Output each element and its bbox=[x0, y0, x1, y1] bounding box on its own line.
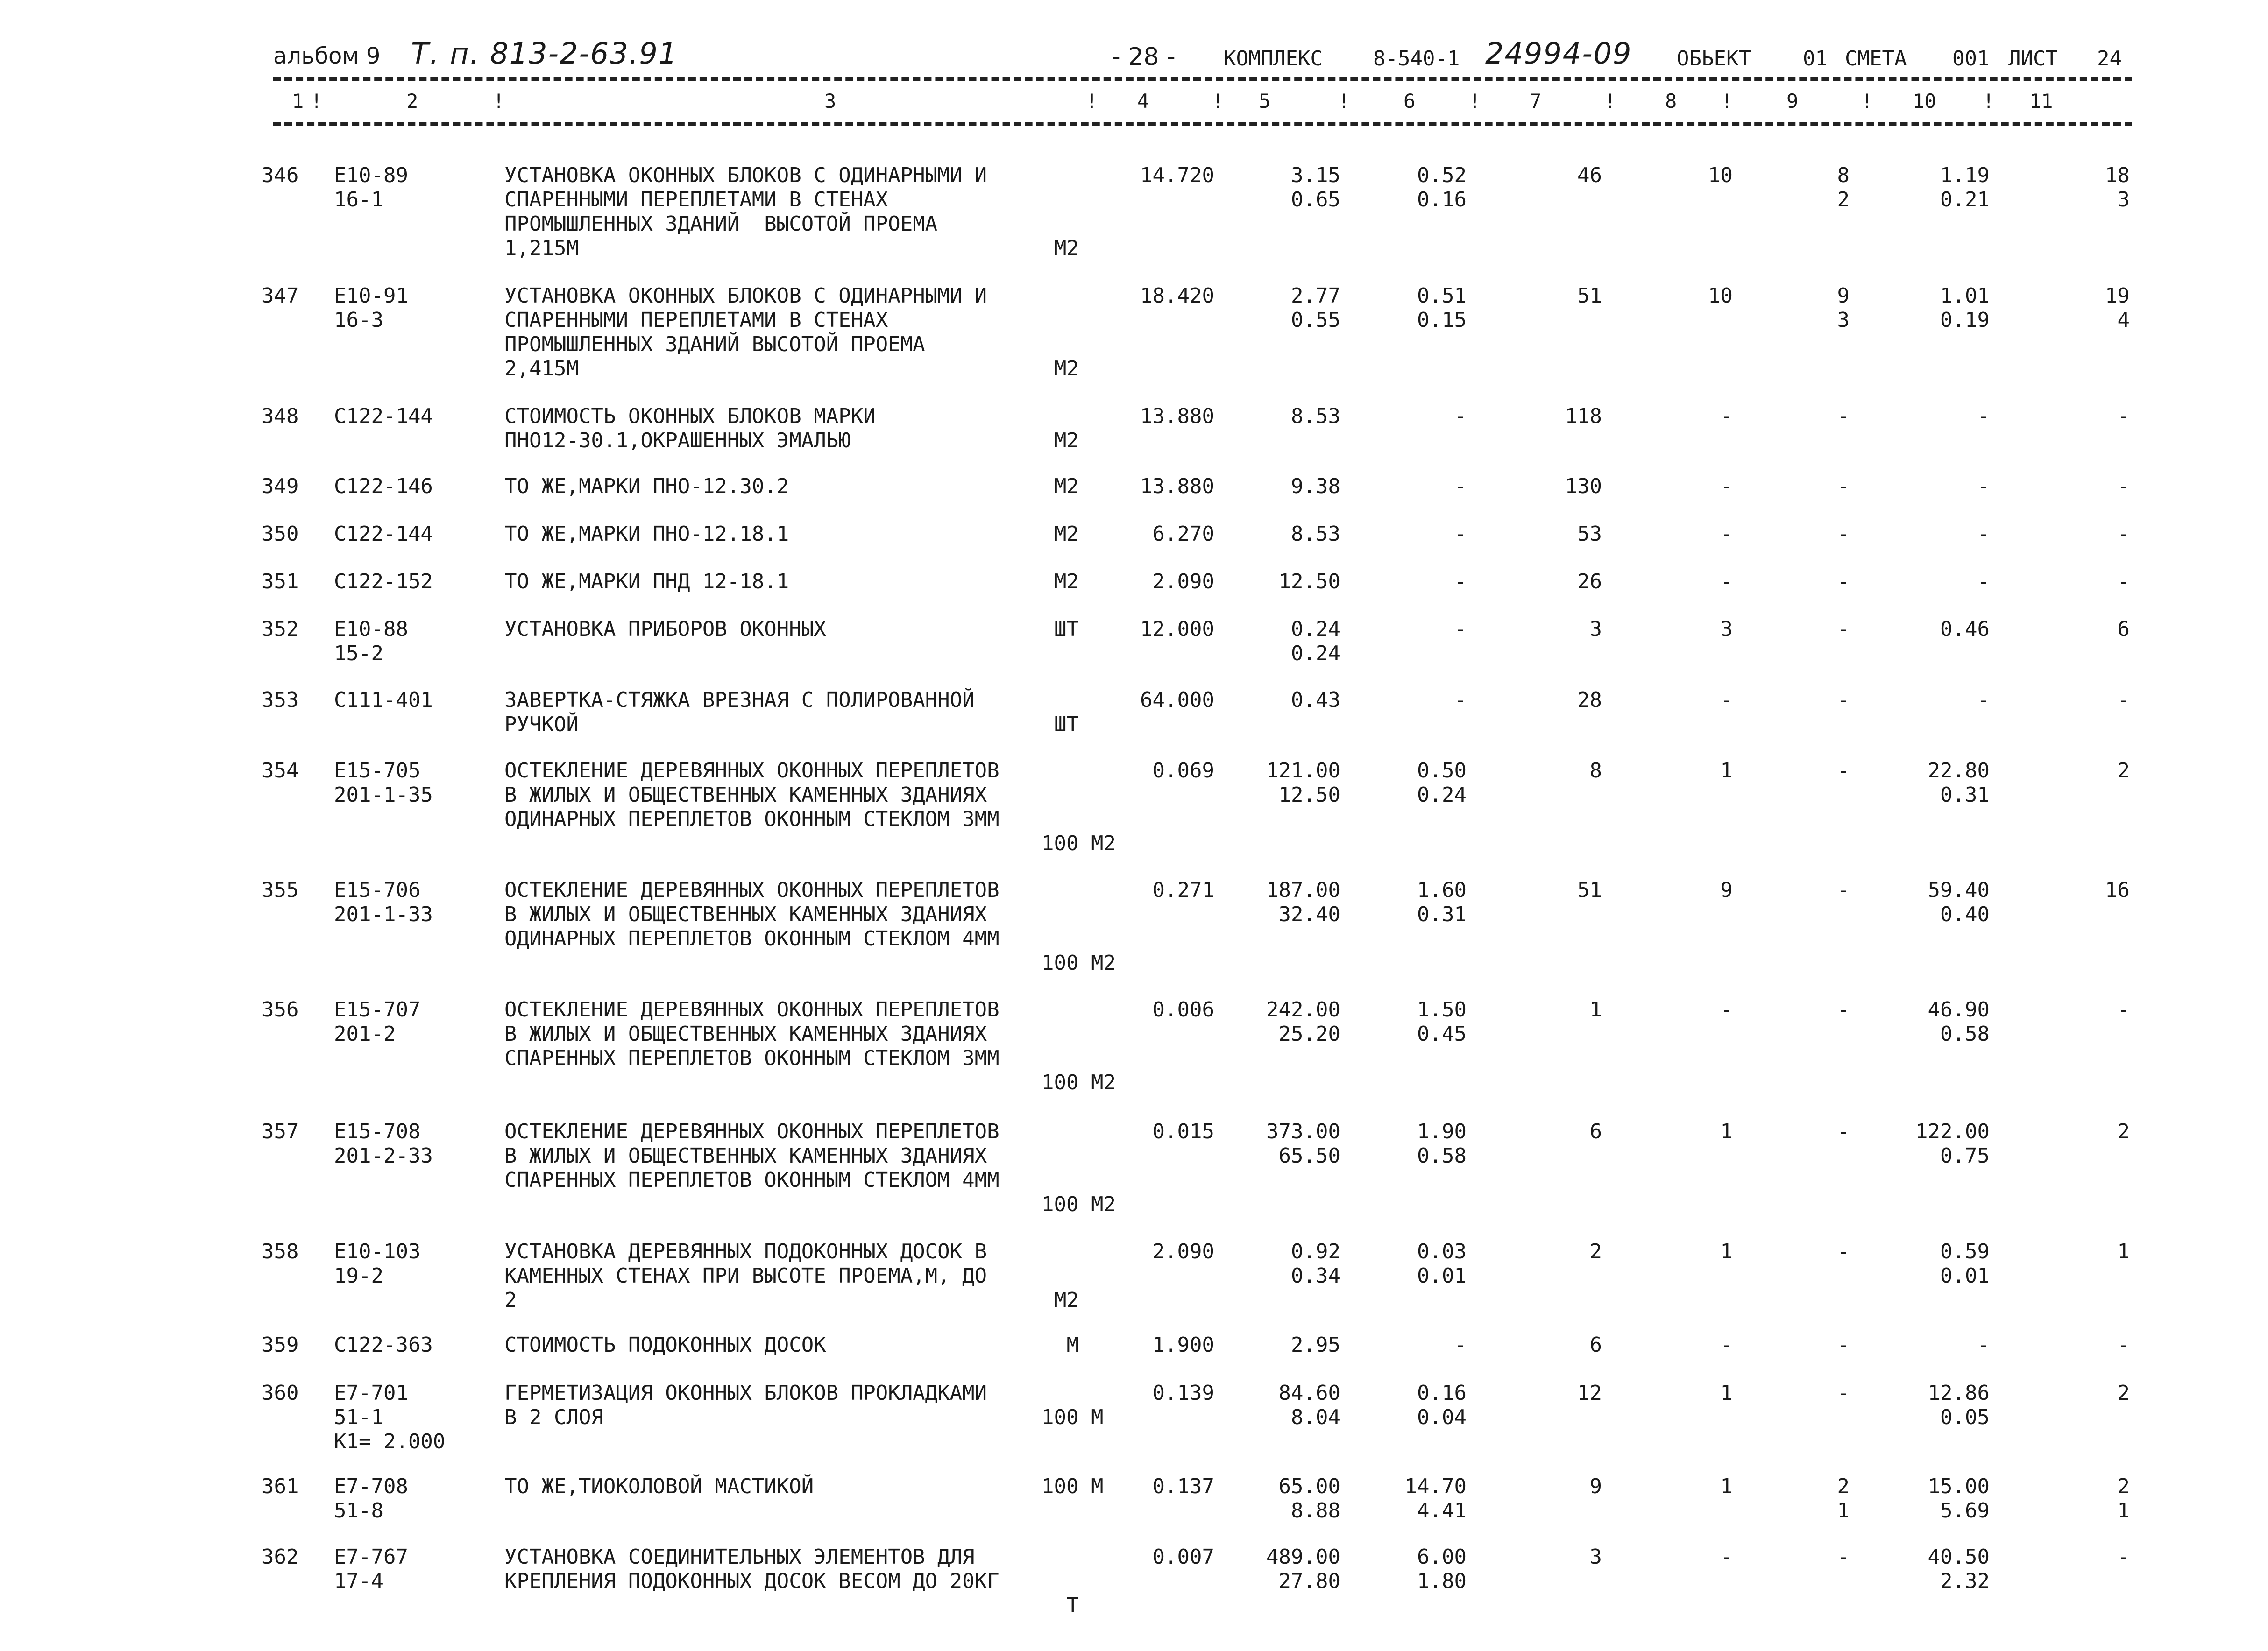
row-number: 348 bbox=[262, 404, 299, 428]
value-col-8: - bbox=[1720, 688, 1733, 712]
value-col-6: 0.50 bbox=[1417, 759, 1467, 783]
value-col-10: 22.80 bbox=[1928, 759, 1990, 783]
value-col-9: - bbox=[1837, 1545, 1850, 1569]
unit-of-measure: М2 bbox=[1054, 236, 1079, 260]
value-col-7: 12 bbox=[1577, 1381, 1602, 1405]
value-col-9: - bbox=[1837, 1381, 1850, 1405]
value-col-5: 242.00 bbox=[1266, 998, 1340, 1022]
work-description: В ЖИЛЫХ И ОБЩЕСТВЕННЫХ КАМЕННЫХ ЗДАНИЯХ bbox=[504, 783, 987, 807]
value-col-11: 3 bbox=[2117, 188, 2130, 212]
work-description: КАМЕННЫХ СТЕНАХ ПРИ ВЫСОТЕ ПРОЕМА,М, ДО bbox=[504, 1264, 987, 1288]
value-col-10: 15.00 bbox=[1928, 1475, 1990, 1498]
quantity: 6.270 bbox=[1152, 522, 1214, 546]
smeta-number: 001 bbox=[1952, 47, 1990, 71]
work-description: ТО ЖЕ,МАРКИ ПНО-12.30.2 bbox=[504, 474, 789, 498]
rate-code: 17-4 bbox=[334, 1569, 383, 1593]
value-col-10: 40.50 bbox=[1928, 1545, 1990, 1569]
value-col-11: - bbox=[2117, 688, 2130, 712]
unit-of-measure: М bbox=[1066, 1333, 1079, 1357]
rate-code: Е10-89 bbox=[334, 163, 408, 187]
value-col-5: 121.00 bbox=[1266, 759, 1340, 783]
row-number: 346 bbox=[262, 163, 299, 187]
rate-code: 201-1-35 bbox=[334, 783, 433, 807]
value-col-10: - bbox=[1977, 570, 1990, 593]
work-description: ОСТЕКЛЕНИЕ ДЕРЕВЯННЫХ ОКОННЫХ ПЕРЕПЛЕТОВ bbox=[504, 759, 999, 783]
work-description: ЗАВЕРТКА-СТЯЖКА ВРЕЗНАЯ С ПОЛИРОВАННОЙ bbox=[504, 688, 975, 712]
work-description: ТО ЖЕ,МАРКИ ПНО-12.18.1 bbox=[504, 522, 789, 546]
work-description: ОСТЕКЛЕНИЕ ДЕРЕВЯННЫХ ОКОННЫХ ПЕРЕПЛЕТОВ bbox=[504, 878, 999, 902]
value-col-8: - bbox=[1720, 474, 1733, 498]
value-col-5: 8.88 bbox=[1291, 1499, 1340, 1523]
rate-code: С122-363 bbox=[334, 1333, 433, 1357]
value-col-5: 187.00 bbox=[1266, 878, 1340, 902]
col-4: 4 bbox=[1137, 90, 1149, 113]
unit-of-measure: М2 bbox=[1054, 474, 1079, 498]
rate-code: Е7-767 bbox=[334, 1545, 408, 1569]
value-col-11: - bbox=[2117, 1333, 2130, 1357]
row-number: 359 bbox=[262, 1333, 299, 1357]
rate-code: 16-1 bbox=[334, 188, 383, 212]
value-col-9: - bbox=[1837, 688, 1850, 712]
value-col-11: 16 bbox=[2105, 878, 2130, 902]
value-col-10: 0.19 bbox=[1940, 308, 1990, 332]
value-col-5: 12.50 bbox=[1278, 783, 1340, 807]
quantity: 2.090 bbox=[1152, 1240, 1214, 1263]
rate-code: Е10-91 bbox=[334, 284, 408, 308]
complex-code: 8-540-1 bbox=[1373, 47, 1460, 71]
album-handwritten: Т. п. 813-2-63.91 bbox=[411, 36, 678, 71]
object-label: ОБЬЕКТ bbox=[1677, 47, 1751, 71]
value-col-6: - bbox=[1454, 570, 1467, 593]
value-col-5: 9.38 bbox=[1291, 474, 1340, 498]
value-col-9: - bbox=[1837, 570, 1850, 593]
value-col-11: - bbox=[2117, 998, 2130, 1022]
rate-code: Е10-88 bbox=[334, 617, 408, 641]
unit-of-measure: Т bbox=[1066, 1594, 1079, 1617]
value-col-11: 18 bbox=[2105, 163, 2130, 187]
rate-code: 201-2 bbox=[334, 1022, 396, 1046]
rate-code: Е7-708 bbox=[334, 1475, 408, 1498]
value-col-10: 1.01 bbox=[1940, 284, 1990, 308]
value-col-6: 0.45 bbox=[1417, 1022, 1467, 1046]
quantity: 13.880 bbox=[1140, 474, 1214, 498]
work-description: ОСТЕКЛЕНИЕ ДЕРЕВЯННЫХ ОКОННЫХ ПЕРЕПЛЕТОВ bbox=[504, 1120, 999, 1143]
value-col-9: - bbox=[1837, 617, 1850, 641]
rate-code: 201-1-33 bbox=[334, 903, 433, 926]
rate-code: С122-144 bbox=[334, 404, 433, 428]
quantity: 0.139 bbox=[1152, 1381, 1214, 1405]
value-col-10: 0.46 bbox=[1940, 617, 1990, 641]
col-7: 7 bbox=[1530, 90, 1542, 113]
row-number: 356 bbox=[262, 998, 299, 1022]
value-col-5: 65.50 bbox=[1278, 1144, 1340, 1168]
quantity: 14.720 bbox=[1140, 163, 1214, 187]
value-col-9: 3 bbox=[1837, 308, 1850, 332]
value-col-5: 25.20 bbox=[1278, 1022, 1340, 1046]
rate-code: К1= 2.000 bbox=[334, 1430, 446, 1453]
value-col-7: 2 bbox=[1589, 1240, 1602, 1263]
value-col-11: - bbox=[2117, 474, 2130, 498]
quantity: 13.880 bbox=[1140, 404, 1214, 428]
work-description: В ЖИЛЫХ И ОБЩЕСТВЕННЫХ КАМЕННЫХ ЗДАНИЯХ bbox=[504, 1022, 987, 1046]
row-number: 355 bbox=[262, 878, 299, 902]
work-description: ТО ЖЕ,МАРКИ ПНД 12-18.1 bbox=[504, 570, 789, 593]
value-col-6: - bbox=[1454, 688, 1467, 712]
quantity: 0.015 bbox=[1152, 1120, 1214, 1143]
value-col-7: 130 bbox=[1565, 474, 1602, 498]
work-description: ПНО12-30.1,ОКРАШЕННЫХ ЭМАЛЬЮ bbox=[504, 429, 851, 452]
value-col-8: - bbox=[1720, 1545, 1733, 1569]
value-col-10: 0.01 bbox=[1940, 1264, 1990, 1288]
col-2: 2 bbox=[406, 90, 418, 113]
value-col-7: 51 bbox=[1577, 878, 1602, 902]
work-description: СПАРЕННЫМИ ПЕРЕПЛЕТАМИ В СТЕНАХ bbox=[504, 188, 888, 212]
value-col-5: 489.00 bbox=[1266, 1545, 1340, 1569]
value-col-7: 118 bbox=[1565, 404, 1602, 428]
row-number: 357 bbox=[262, 1120, 299, 1143]
album-label: альбом 9 bbox=[273, 43, 381, 69]
row-number: 358 bbox=[262, 1240, 299, 1263]
rate-code: С111-401 bbox=[334, 688, 433, 712]
value-col-11: - bbox=[2117, 1545, 2130, 1569]
quantity: 12.000 bbox=[1140, 617, 1214, 641]
unit-of-measure: ШТ bbox=[1054, 617, 1079, 641]
value-col-6: 0.03 bbox=[1417, 1240, 1467, 1263]
unit-of-measure: ШТ bbox=[1054, 713, 1079, 736]
value-col-8: - bbox=[1720, 1333, 1733, 1357]
quantity: 64.000 bbox=[1140, 688, 1214, 712]
value-col-6: - bbox=[1454, 474, 1467, 498]
value-col-8: - bbox=[1720, 522, 1733, 546]
row-number: 351 bbox=[262, 570, 299, 593]
value-col-6: 4.41 bbox=[1417, 1499, 1467, 1523]
value-col-9: - bbox=[1837, 759, 1850, 783]
value-col-5: 8.53 bbox=[1291, 522, 1340, 546]
value-col-5: 8.04 bbox=[1291, 1405, 1340, 1429]
work-description: СТОИМОСТЬ ПОДОКОННЫХ ДОСОК bbox=[504, 1333, 826, 1357]
col-11: 11 bbox=[2029, 90, 2053, 113]
value-col-7: 8 bbox=[1589, 759, 1602, 783]
value-col-10: 0.58 bbox=[1940, 1022, 1990, 1046]
rate-code: С122-146 bbox=[334, 474, 433, 498]
value-col-10: 1.19 bbox=[1940, 163, 1990, 187]
value-col-6: 0.15 bbox=[1417, 308, 1467, 332]
value-col-11: 19 bbox=[2105, 284, 2130, 308]
value-col-8: 10 bbox=[1708, 163, 1733, 187]
value-col-7: 9 bbox=[1589, 1475, 1602, 1498]
value-col-6: 0.16 bbox=[1417, 1381, 1467, 1405]
value-col-6: 1.80 bbox=[1417, 1569, 1467, 1593]
value-col-7: 28 bbox=[1577, 688, 1602, 712]
value-col-11: - bbox=[2117, 404, 2130, 428]
col-3: 3 bbox=[824, 90, 836, 113]
value-col-6: 1.90 bbox=[1417, 1120, 1467, 1143]
value-col-5: 3.15 bbox=[1291, 163, 1340, 187]
complex-handwritten: 24994-09 bbox=[1485, 36, 1632, 71]
quantity: 0.069 bbox=[1152, 759, 1214, 783]
value-col-6: 0.04 bbox=[1417, 1405, 1467, 1429]
rate-code: Е15-706 bbox=[334, 878, 421, 902]
value-col-10: 0.31 bbox=[1940, 783, 1990, 807]
value-col-5: 12.50 bbox=[1278, 570, 1340, 593]
row-number: 361 bbox=[262, 1475, 299, 1498]
value-col-5: 373.00 bbox=[1266, 1120, 1340, 1143]
value-col-10: 0.59 bbox=[1940, 1240, 1990, 1263]
value-col-10: - bbox=[1977, 474, 1990, 498]
value-col-10: 59.40 bbox=[1928, 878, 1990, 902]
quantity: 1.900 bbox=[1152, 1333, 1214, 1357]
value-col-11: 2 bbox=[2117, 1475, 2130, 1498]
work-description: 1,215М bbox=[504, 236, 579, 260]
unit-of-measure: М2 bbox=[1054, 1288, 1079, 1312]
work-description: СТОИМОСТЬ ОКОННЫХ БЛОКОВ МАРКИ bbox=[504, 404, 876, 428]
row-number: 352 bbox=[262, 617, 299, 641]
value-col-6: 0.01 bbox=[1417, 1264, 1467, 1288]
value-col-8: - bbox=[1720, 998, 1733, 1022]
value-col-11: - bbox=[2117, 570, 2130, 593]
smeta-label: СМЕТА bbox=[1845, 47, 1907, 71]
rate-code: С122-152 bbox=[334, 570, 433, 593]
sheet-number: 24 bbox=[2097, 47, 2122, 71]
work-description: КРЕПЛЕНИЯ ПОДОКОННЫХ ДОСОК ВЕСОМ ДО 20КГ bbox=[504, 1569, 999, 1593]
value-col-6: 0.58 bbox=[1417, 1144, 1467, 1168]
value-col-5: 0.92 bbox=[1291, 1240, 1340, 1263]
value-col-5: 84.60 bbox=[1278, 1381, 1340, 1405]
value-col-6: 0.52 bbox=[1417, 163, 1467, 187]
unit-of-measure: М2 bbox=[1054, 357, 1079, 381]
value-col-11: 2 bbox=[2117, 1120, 2130, 1143]
value-col-11: 1 bbox=[2117, 1240, 2130, 1263]
work-description: ПРОМЫШЛЕННЫХ ЗДАНИЙ ВЫСОТОЙ ПРОЕМА bbox=[504, 212, 938, 236]
value-col-5: 32.40 bbox=[1278, 903, 1340, 926]
value-col-6: - bbox=[1454, 522, 1467, 546]
work-description: УСТАНОВКА ДЕРЕВЯННЫХ ПОДОКОННЫХ ДОСОК В bbox=[504, 1240, 987, 1263]
quantity: 0.007 bbox=[1152, 1545, 1214, 1569]
value-col-5: 27.80 bbox=[1278, 1569, 1340, 1593]
work-description: УСТАНОВКА ОКОННЫХ БЛОКОВ С ОДИНАРНЫМИ И bbox=[504, 284, 987, 308]
col-5: 5 bbox=[1259, 90, 1271, 113]
unit-of-measure: 100 М bbox=[1042, 1475, 1104, 1498]
object-number: 01 bbox=[1803, 47, 1828, 71]
value-col-9: 9 bbox=[1837, 284, 1850, 308]
work-description: В 2 СЛОЯ bbox=[504, 1405, 603, 1429]
value-col-10: 46.90 bbox=[1928, 998, 1990, 1022]
value-col-8: 1 bbox=[1720, 1240, 1733, 1263]
value-col-10: - bbox=[1977, 1333, 1990, 1357]
work-description: РУЧКОЙ bbox=[504, 713, 579, 736]
value-col-5: 0.24 bbox=[1291, 642, 1340, 665]
unit-of-measure: М2 bbox=[1054, 522, 1079, 546]
rate-code: Е10-103 bbox=[334, 1240, 421, 1263]
work-description: ТО ЖЕ,ТИОКОЛОВОЙ МАСТИКОЙ bbox=[504, 1475, 814, 1498]
value-col-8: 1 bbox=[1720, 1120, 1733, 1143]
value-col-7: 51 bbox=[1577, 284, 1602, 308]
value-col-9: 8 bbox=[1837, 163, 1850, 187]
value-col-10: 12.86 bbox=[1928, 1381, 1990, 1405]
complex-label: КОМПЛЕКС bbox=[1224, 47, 1323, 71]
value-col-10: 5.69 bbox=[1940, 1499, 1990, 1523]
rate-code: 51-1 bbox=[334, 1405, 383, 1429]
rate-code: 201-2-33 bbox=[334, 1144, 433, 1168]
value-col-5: 0.65 bbox=[1291, 188, 1340, 212]
unit-of-measure: 100 М2 bbox=[1042, 1192, 1116, 1216]
value-col-10: 2.32 bbox=[1940, 1569, 1990, 1593]
unit-of-measure: М2 bbox=[1054, 429, 1079, 452]
value-col-6: 14.70 bbox=[1404, 1475, 1467, 1498]
row-number: 360 bbox=[262, 1381, 299, 1405]
rate-code: 51-8 bbox=[334, 1499, 383, 1523]
rate-code: Е15-705 bbox=[334, 759, 421, 783]
value-col-11: 2 bbox=[2117, 759, 2130, 783]
work-description: СПАРЕННЫХ ПЕРЕПЛЕТОВ ОКОННЫМ СТЕКЛОМ 3ММ bbox=[504, 1046, 999, 1070]
value-col-8: 1 bbox=[1720, 759, 1733, 783]
value-col-6: 1.50 bbox=[1417, 998, 1467, 1022]
value-col-9: - bbox=[1837, 474, 1850, 498]
value-col-8: 1 bbox=[1720, 1475, 1733, 1498]
row-number: 362 bbox=[262, 1545, 299, 1569]
value-col-7: 3 bbox=[1589, 617, 1602, 641]
unit-of-measure: 100 М2 bbox=[1042, 1071, 1116, 1094]
value-col-5: 0.24 bbox=[1291, 617, 1340, 641]
quantity: 2.090 bbox=[1152, 570, 1214, 593]
row-number: 347 bbox=[262, 284, 299, 308]
rate-code: 15-2 bbox=[334, 642, 383, 665]
row-number: 353 bbox=[262, 688, 299, 712]
value-col-9: - bbox=[1837, 878, 1850, 902]
value-col-9: - bbox=[1837, 1120, 1850, 1143]
row-number: 354 bbox=[262, 759, 299, 783]
value-col-11: 2 bbox=[2117, 1381, 2130, 1405]
value-col-6: - bbox=[1454, 617, 1467, 641]
value-col-10: - bbox=[1977, 688, 1990, 712]
rate-code: Е15-707 bbox=[334, 998, 421, 1022]
col-9: 9 bbox=[1786, 90, 1799, 113]
quantity: 0.271 bbox=[1152, 878, 1214, 902]
value-col-9: - bbox=[1837, 522, 1850, 546]
value-col-9: 2 bbox=[1837, 1475, 1850, 1498]
value-col-9: - bbox=[1837, 1333, 1850, 1357]
rate-code: Е7-701 bbox=[334, 1381, 408, 1405]
value-col-6: 0.24 bbox=[1417, 783, 1467, 807]
quantity: 0.137 bbox=[1152, 1475, 1214, 1498]
value-col-8: 3 bbox=[1720, 617, 1733, 641]
value-col-7: 6 bbox=[1589, 1120, 1602, 1143]
value-col-7: 1 bbox=[1589, 998, 1602, 1022]
sheet-label: ЛИСТ bbox=[2008, 47, 2058, 71]
value-col-8: 10 bbox=[1708, 284, 1733, 308]
value-col-6: 0.31 bbox=[1417, 903, 1467, 926]
value-col-5: 0.34 bbox=[1291, 1264, 1340, 1288]
work-description: ПРОМЫШЛЕННЫХ ЗДАНИЙ ВЫСОТОЙ ПРОЕМА bbox=[504, 332, 925, 356]
page-number: - 28 - bbox=[1112, 43, 1176, 71]
value-col-6: 0.16 bbox=[1417, 188, 1467, 212]
rate-code: 16-3 bbox=[334, 308, 383, 332]
value-col-5: 8.53 bbox=[1291, 404, 1340, 428]
unit-of-measure: М2 bbox=[1054, 570, 1079, 593]
value-col-9: - bbox=[1837, 998, 1850, 1022]
value-col-6: 1.60 bbox=[1417, 878, 1467, 902]
value-col-10: 122.00 bbox=[1915, 1120, 1990, 1143]
work-description: 2 bbox=[504, 1288, 517, 1312]
row-number: 349 bbox=[262, 474, 299, 498]
rate-code: С122-144 bbox=[334, 522, 433, 546]
unit-of-measure: 100 М bbox=[1042, 1405, 1104, 1429]
value-col-9: - bbox=[1837, 1240, 1850, 1263]
col-1: 1 bbox=[292, 90, 304, 113]
work-description: УСТАНОВКА ОКОННЫХ БЛОКОВ С ОДИНАРНЫМИ И bbox=[504, 163, 987, 187]
work-description: ОДИНАРНЫХ ПЕРЕПЛЕТОВ ОКОННЫМ СТЕКЛОМ 4ММ bbox=[504, 927, 999, 951]
value-col-7: 6 bbox=[1589, 1333, 1602, 1357]
value-col-10: 0.75 bbox=[1940, 1144, 1990, 1168]
quantity: 0.006 bbox=[1152, 998, 1214, 1022]
value-col-9: - bbox=[1837, 404, 1850, 428]
work-description: В ЖИЛЫХ И ОБЩЕСТВЕННЫХ КАМЕННЫХ ЗДАНИЯХ bbox=[504, 903, 987, 926]
work-description: ОСТЕКЛЕНИЕ ДЕРЕВЯННЫХ ОКОННЫХ ПЕРЕПЛЕТОВ bbox=[504, 998, 999, 1022]
value-col-7: 26 bbox=[1577, 570, 1602, 593]
col-8: 8 bbox=[1665, 90, 1677, 113]
value-col-8: 9 bbox=[1720, 878, 1733, 902]
value-col-5: 0.43 bbox=[1291, 688, 1340, 712]
value-col-11: 1 bbox=[2117, 1499, 2130, 1523]
value-col-5: 2.95 bbox=[1291, 1333, 1340, 1357]
value-col-8: 1 bbox=[1720, 1381, 1733, 1405]
value-col-9: 2 bbox=[1837, 188, 1850, 212]
value-col-7: 53 bbox=[1577, 522, 1602, 546]
work-description: ГЕРМЕТИЗАЦИЯ ОКОННЫХ БЛОКОВ ПРОКЛАДКАМИ bbox=[504, 1381, 987, 1405]
work-description: ОДИНАРНЫХ ПЕРЕПЛЕТОВ ОКОННЫМ СТЕКЛОМ 3ММ bbox=[504, 807, 999, 831]
value-col-9: 1 bbox=[1837, 1499, 1850, 1523]
value-col-10: 0.40 bbox=[1940, 903, 1990, 926]
value-col-6: 0.51 bbox=[1417, 284, 1467, 308]
value-col-10: - bbox=[1977, 522, 1990, 546]
rate-code: Е15-708 bbox=[334, 1120, 421, 1143]
col-10: 10 bbox=[1913, 90, 1936, 113]
value-col-7: 46 bbox=[1577, 163, 1602, 187]
value-col-7: 3 bbox=[1589, 1545, 1602, 1569]
unit-of-measure: 100 М2 bbox=[1042, 951, 1116, 975]
work-description: 2,415М bbox=[504, 357, 579, 381]
value-col-10: 0.05 bbox=[1940, 1405, 1990, 1429]
work-description: УСТАНОВКА ПРИБОРОВ ОКОННЫХ bbox=[504, 617, 826, 641]
value-col-6: - bbox=[1454, 1333, 1467, 1357]
row-number: 350 bbox=[262, 522, 299, 546]
work-description: СПАРЕННЫХ ПЕРЕПЛЕТОВ ОКОННЫМ СТЕКЛОМ 4ММ bbox=[504, 1168, 999, 1192]
work-description: В ЖИЛЫХ И ОБЩЕСТВЕННЫХ КАМЕННЫХ ЗДАНИЯХ bbox=[504, 1144, 987, 1168]
value-col-10: 0.21 bbox=[1940, 188, 1990, 212]
value-col-8: - bbox=[1720, 404, 1733, 428]
col-6: 6 bbox=[1403, 90, 1416, 113]
value-col-10: - bbox=[1977, 404, 1990, 428]
value-col-5: 0.55 bbox=[1291, 308, 1340, 332]
unit-of-measure: 100 М2 bbox=[1042, 832, 1116, 855]
work-description: СПАРЕННЫМИ ПЕРЕПЛЕТАМИ В СТЕНАХ bbox=[504, 308, 888, 332]
value-col-8: - bbox=[1720, 570, 1733, 593]
value-col-11: 4 bbox=[2117, 308, 2130, 332]
value-col-6: 6.00 bbox=[1417, 1545, 1467, 1569]
column-header-row: 1 ! 2 ! 3 ! 4 ! 5 ! 6 ! 7 ! 8 ! 9 ! 10 ! 11 bbox=[292, 90, 2053, 113]
value-col-11: 6 bbox=[2117, 617, 2130, 641]
rate-code: 19-2 bbox=[334, 1264, 383, 1288]
value-col-11: - bbox=[2117, 522, 2130, 546]
work-description: УСТАНОВКА СОЕДИНИТЕЛЬНЫХ ЭЛЕМЕНТОВ ДЛЯ bbox=[504, 1545, 975, 1569]
value-col-6: - bbox=[1454, 404, 1467, 428]
quantity: 18.420 bbox=[1140, 284, 1214, 308]
value-col-5: 65.00 bbox=[1278, 1475, 1340, 1498]
value-col-5: 2.77 bbox=[1291, 284, 1340, 308]
